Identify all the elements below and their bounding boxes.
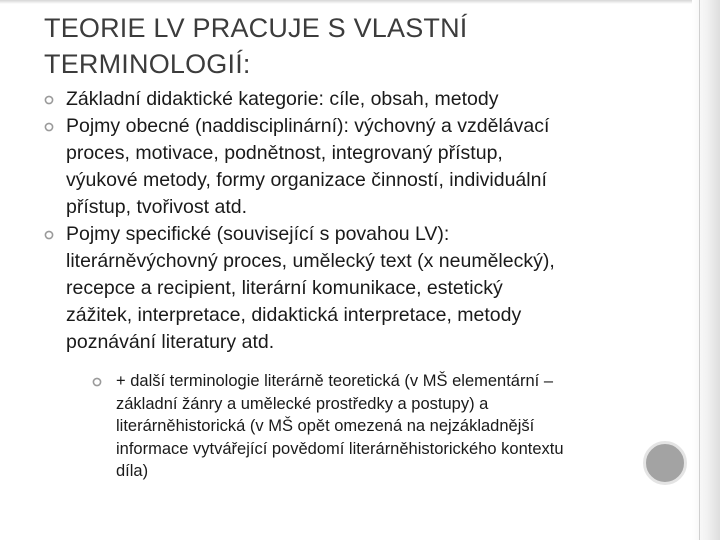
sub-bullet-text-line: díla) [116, 462, 149, 480]
bullet-text-line: proces, motivace, podnětnost, integrovaný přístup, [66, 142, 503, 164]
bullet-text-line: přístup, tvořivost atd. [66, 196, 247, 218]
sub-bullet-item [92, 370, 684, 483]
bullet-text-line: recepce a recipient, literární komunikace, estetický [66, 277, 503, 299]
bullet-text-line: literárněvýchovný proces, umělecký text (x neumělecký), [66, 250, 555, 272]
bullet-text-line: výukové metody, formy organizace činností, individuální [66, 169, 547, 191]
ring-bullet-icon [92, 377, 102, 387]
slide-title [44, 10, 664, 82]
ring-bullet-icon [44, 122, 54, 132]
bullet-text-line: zážitek, interpretace, didaktická interpretace, metody [66, 304, 522, 326]
right-frame-line [699, 0, 700, 540]
decorative-circle [643, 441, 687, 485]
top-frame-border [0, 0, 720, 4]
bullet-text-line: poznávání literatury atd. [66, 331, 275, 353]
slide-title-line: TERMINOLOGIÍ: [44, 49, 251, 79]
ring-bullet-icon [44, 95, 54, 105]
bullet-item [44, 86, 684, 113]
sub-bullet-text-line: informace vytvářející povědomí literárněhistorického kontextu [116, 439, 564, 458]
bullet-item [44, 221, 684, 356]
sub-bullet-text-line: základní žánry a umělecké prostředky a postupy) a [116, 394, 489, 413]
slide-body [44, 86, 684, 483]
bullet-text-line: Základní didaktické kategorie: cíle, obsah, metody [66, 88, 499, 110]
bullet-text-line: Pojmy obecné (naddisciplinární): výchovný a vzdělávací [66, 115, 550, 137]
ring-bullet-icon [44, 230, 54, 240]
bullet-item [44, 113, 684, 221]
sub-bullet-text-line: + další terminologie literárně teoretická (v MŠ elementární – [116, 372, 553, 390]
slide-title-line: TEORIE LV PRACUJE S VLASTNÍ [44, 13, 468, 43]
bullet-text-line: Pojmy specifické (související s povahou LV): [66, 223, 450, 245]
sub-bullet-text-line: literárněhistorická (v MŠ opět omezená na nejzákladnější [116, 417, 535, 435]
right-frame-border [692, 0, 720, 540]
